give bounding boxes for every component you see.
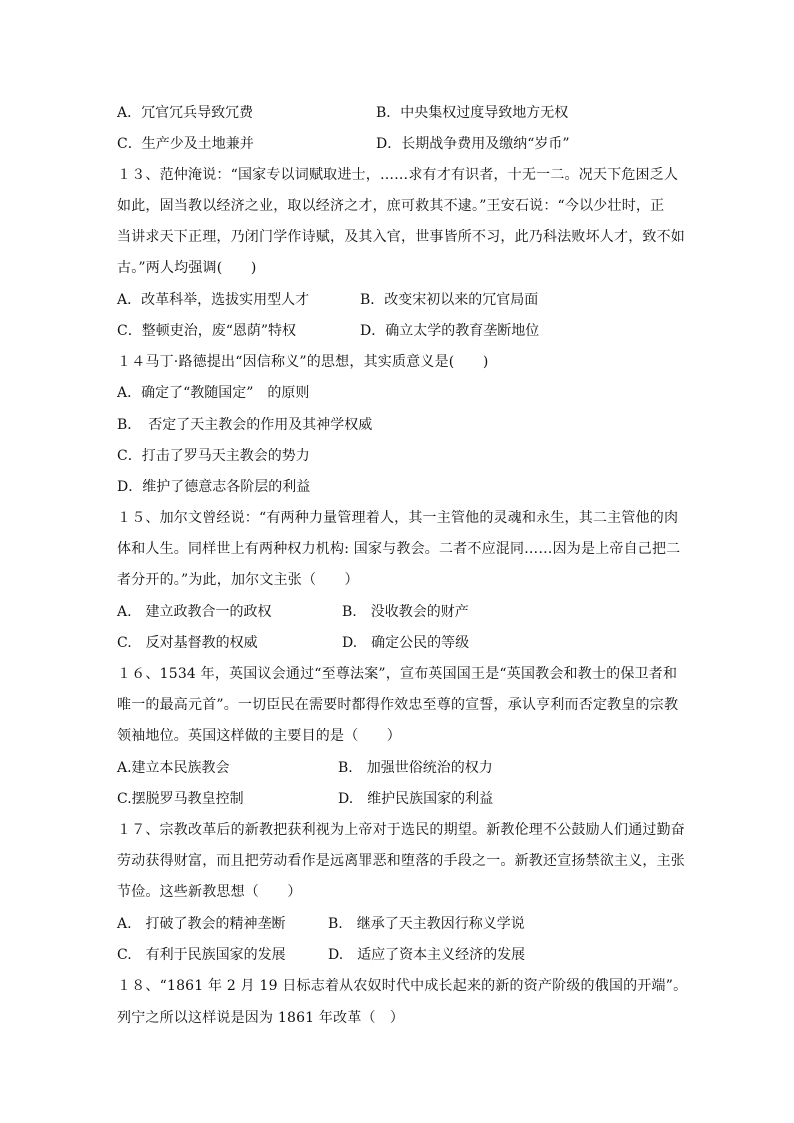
q16-stem-line-1: １６、1534 年，英国议会通过“至尊法案”，宣布英国国王是“英国教会和教士的保卫者和 — [117, 666, 678, 682]
q16-option-a: A.建立本民族教会 — [117, 760, 230, 776]
q18-stem-line-2: 列宁之所以这样说是因为 1861 年改革（ ） — [117, 1010, 405, 1026]
q15-option-a: A. 建立政教合一的政权 — [117, 604, 272, 620]
q12-option-c: C．生产少及土地兼并 — [117, 136, 254, 152]
q14-stem: １４马丁·路德提出“因信称义”的思想，其实质意义是( ) — [117, 354, 489, 370]
q16-option-b: B. 加强世俗统治的权力 — [338, 760, 493, 776]
q17-stem-line-3: 节俭。这些新教思想（ ） — [117, 884, 302, 900]
q13-stem-line-4: 古。”两人均强调( ) — [117, 260, 257, 276]
q17-stem-line-1: １７、宗教改革后的新教把获利视为上帝对于选民的期望。新教伦理不公鼓励人们通过勤奋 — [117, 822, 685, 838]
q15-option-c: C. 反对基督教的权威 — [117, 635, 258, 651]
q17-option-d: D. 适应了资本主义经济的发展 — [328, 947, 526, 963]
q14-option-a: A．确定了“教随国定” 的原则 — [117, 385, 310, 401]
q17-option-c: C. 有利于民族国家的发展 — [117, 947, 286, 963]
q12-option-b: B．中央集权过度导致地方无权 — [376, 105, 569, 121]
q14-option-c: C．打击了罗马天主教会的势力 — [117, 448, 310, 464]
q12-option-a: A．冗官冗兵导致冗费 — [117, 105, 254, 121]
q16-stem-line-2: 唯一的最高元首”。一切臣民在需要时都得作效忠至尊的宣誓，承认亨利而否定教皇的宗教 — [117, 697, 679, 713]
q17-stem-line-2: 劳动获得财富，而且把劳动看作是远离罪恶和堕落的手段之一。新教还宣扬禁欲主义，主张 — [117, 853, 685, 869]
q13-stem-line-2: 如此，固当教以经济之业，取以经济之才，庶可救其不逮。”王安石说：“今以少壮时，正 — [117, 198, 665, 214]
q17-option-b: B. 继承了天主教因行称义学说 — [328, 916, 525, 932]
q14-option-b: B． 否定了天主教会的作用及其神学权威 — [117, 417, 373, 433]
q16-option-c: C.摆脱罗马教皇控制 — [117, 791, 244, 807]
q12-option-d: D．长期战争费用及缴纳“岁币” — [376, 136, 570, 152]
q16-stem-line-3: 领袖地位。英国这样做的主要目的是（ ） — [117, 728, 401, 744]
q13-stem-line-3: 当讲求天下正理，乃闭门学作诗赋，及其入官，世事皆所不习，此乃科法败坏人才，致不如 — [117, 229, 685, 245]
q14-option-d: D．维护了德意志各阶层的利益 — [117, 479, 311, 495]
q18-stem-line-1: １８、“1861 年 2 月 19 日标志着从农奴时代中成长起来的新的资产阶级的俄国的开端”。 — [117, 978, 688, 994]
q13-stem-line-1: １３、范仲淹说：“国家专以词赋取进士，……求有才有识者，十无一二。况天下危困乏人 — [117, 167, 679, 183]
q15-option-d: D. 确定公民的等级 — [342, 635, 470, 651]
q13-option-b: B．改变宋初以来的冗官局面 — [360, 292, 539, 308]
q16-option-d: D. 维护民族国家的利益 — [338, 791, 494, 807]
q13-option-d: D．确立太学的教育垄断地位 — [360, 323, 540, 339]
q15-option-b: B. 没收教会的财产 — [342, 604, 469, 620]
q15-stem-line-1: １５、加尔文曾经说：“有两种力量管理着人，其一主管他的灵魂和永生，其二主管他的肉 — [117, 510, 679, 526]
q13-option-c: C．整顿吏治，废“恩荫”特权 — [117, 323, 297, 339]
q17-option-a: A. 打破了教会的精神垄断 — [117, 916, 286, 932]
q15-stem-line-3: 者分开的。”为此，加尔文主张（ ） — [117, 572, 359, 588]
q15-stem-line-2: 体和人生。同样世上有两种权力机构: 国家与教会。二者不应混同……因为是上帝自己把二 — [117, 541, 681, 557]
q13-option-a: A．改革科举，选拔实用型人才 — [117, 292, 310, 308]
